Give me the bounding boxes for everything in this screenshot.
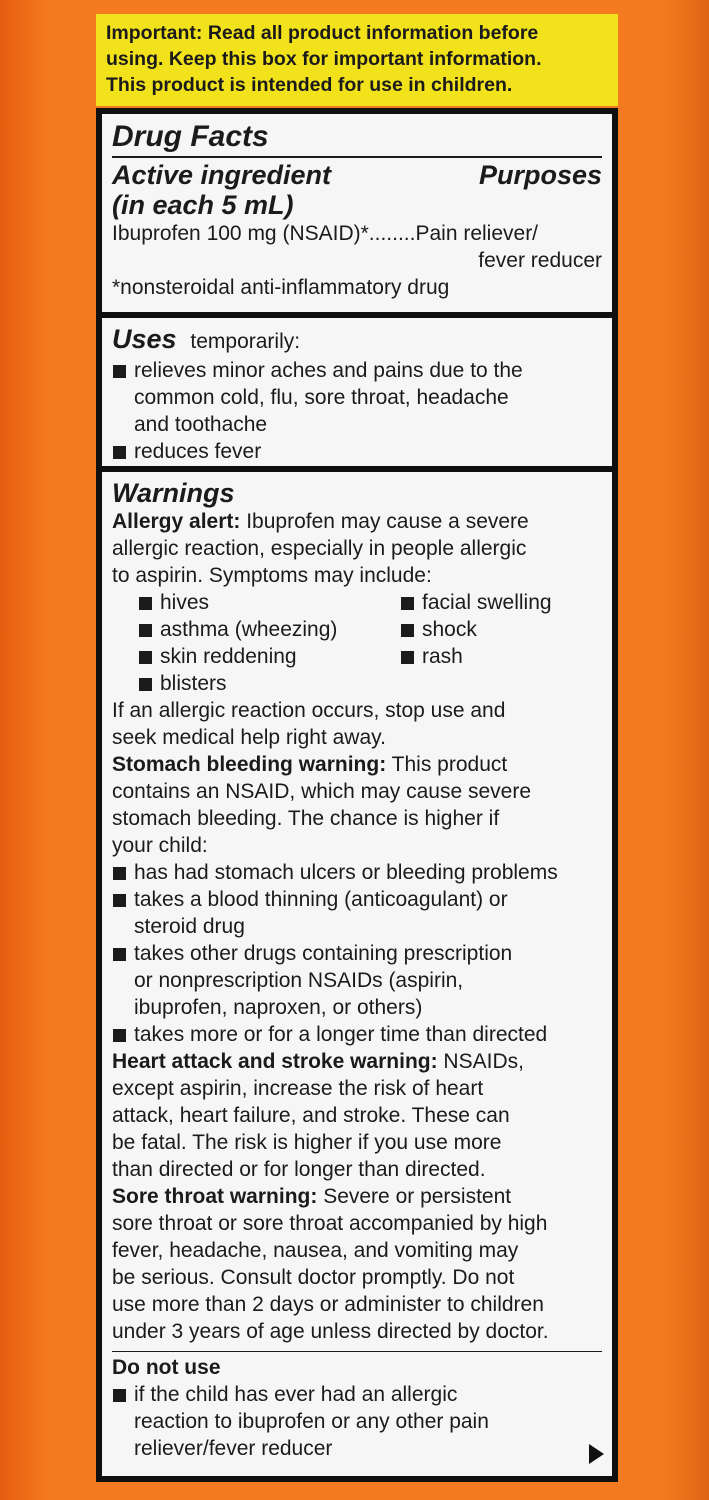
warnings-box bbox=[102, 472, 612, 1476]
bullet-item: if the child has ever had an allergic bbox=[112, 1381, 602, 1408]
stomach-risk-list bbox=[112, 859, 602, 1048]
symptom-item: rash bbox=[400, 643, 600, 670]
uses-heading: Uses bbox=[112, 324, 177, 354]
heart-text: NSAIDs, bbox=[437, 1050, 524, 1073]
sore-throat-warning-label: Sore throat warning: bbox=[112, 1185, 318, 1208]
stomach-warning bbox=[112, 751, 602, 778]
triangle-right-arrow-icon bbox=[589, 1444, 604, 1464]
symptom-item: shock bbox=[400, 616, 600, 643]
heart-text: attack, heart failure, and stroke. These can bbox=[112, 1104, 510, 1127]
bullet-item-continuation: common cold, flu, sore throat, headache bbox=[134, 386, 509, 409]
important-banner bbox=[96, 14, 618, 106]
active-ingredient-subheading: (in each 5 mL) bbox=[112, 190, 294, 220]
banner-line: This product is intended for use in children. bbox=[106, 74, 513, 96]
allergy-text: allergic reaction, especially in people allergic bbox=[112, 537, 527, 560]
symptom-item: skin reddening bbox=[138, 643, 400, 670]
bullet-item-continuation: and toothache bbox=[134, 413, 268, 436]
stomach-text: This product bbox=[386, 753, 508, 776]
active-ingredient-box bbox=[102, 114, 612, 312]
divider bbox=[112, 1351, 602, 1352]
allergy-text: to aspirin. Symptoms may include: bbox=[112, 564, 432, 587]
sore-throat-warning bbox=[112, 1183, 602, 1210]
stomach-text: stomach bleeding. The chance is higher if bbox=[112, 807, 500, 830]
bullet-item: reduces fever bbox=[112, 438, 602, 465]
uses-list bbox=[112, 357, 602, 465]
allergy-alert bbox=[112, 508, 602, 535]
symptom-list bbox=[112, 589, 602, 697]
do-not-use-list bbox=[112, 1381, 602, 1462]
footnote: *nonsteroidal anti-inflammatory drug bbox=[112, 276, 450, 299]
package-edge-right bbox=[644, 0, 709, 1500]
heart-text: be fatal. The risk is higher if you use more bbox=[112, 1131, 502, 1154]
active-ingredient-heading: Active ingredient bbox=[112, 160, 332, 190]
bullet-item-continuation: reaction to ibuprofen or any other pain bbox=[134, 1410, 489, 1433]
throat-text: sore throat or sore throat accompanied by high bbox=[112, 1212, 548, 1235]
drug-facts-title: Drug Facts bbox=[112, 120, 269, 153]
bullet-item: relieves minor aches and pains due to the bbox=[112, 357, 602, 384]
banner-line: using. Keep this box for important information. bbox=[106, 48, 542, 70]
banner-line: Important: Read all product information before bbox=[106, 22, 539, 44]
bullet-item-continuation: steroid drug bbox=[134, 915, 245, 938]
bullet-item: takes more or for a longer time than directed bbox=[112, 1021, 602, 1048]
allergy-text: Ibuprofen may cause a severe bbox=[240, 510, 529, 533]
drug-facts-panel bbox=[96, 108, 618, 1482]
purposes-heading: Purposes bbox=[478, 160, 602, 190]
throat-text: fever, headache, nausea, and vomiting may bbox=[112, 1239, 519, 1262]
bullet-item-continuation: reliever/fever reducer bbox=[134, 1437, 333, 1460]
warnings-heading: Warnings bbox=[112, 478, 235, 508]
throat-text: Severe or persistent bbox=[317, 1185, 512, 1208]
bullet-item-continuation: or nonprescription NSAIDs (aspirin, bbox=[134, 969, 464, 992]
divider bbox=[112, 156, 602, 158]
heart-text: except aspirin, increase the risk of heart bbox=[112, 1077, 484, 1100]
stomach-text: contains an NSAID, which may cause severe bbox=[112, 780, 532, 803]
throat-text: under 3 years of age unless directed by doctor. bbox=[112, 1320, 549, 1343]
symptom-item: hives bbox=[138, 589, 400, 616]
allergy-text: If an allergic reaction occurs, stop use and bbox=[112, 699, 506, 722]
allergy-text: seek medical help right away. bbox=[112, 726, 386, 749]
bullet-item: takes a blood thinning (anticoagulant) or bbox=[112, 886, 602, 913]
do-not-use-heading: Do not use bbox=[112, 1356, 221, 1379]
bullet-item: has had stomach ulcers or bleeding problems bbox=[112, 859, 602, 886]
allergy-alert-label: Allergy alert: bbox=[112, 510, 241, 533]
purpose-line: fever reducer bbox=[478, 249, 602, 272]
heart-warning bbox=[112, 1048, 602, 1075]
stomach-warning-label: Stomach bleeding warning: bbox=[112, 753, 387, 776]
symptom-item: blisters bbox=[138, 670, 400, 697]
bullet-item-continuation: ibuprofen, naproxen, or others) bbox=[134, 996, 423, 1019]
package-edge-left bbox=[0, 0, 70, 1500]
uses-box bbox=[102, 318, 612, 466]
uses-intro: temporarily: bbox=[190, 330, 301, 353]
symptom-item: facial swelling bbox=[400, 589, 600, 616]
throat-text: be serious. Consult doctor promptly. Do not bbox=[112, 1266, 515, 1289]
bullet-item: takes other drugs containing prescription bbox=[112, 940, 602, 967]
symptom-item: asthma (wheezing) bbox=[138, 616, 400, 643]
ingredient-line: Ibuprofen 100 mg (NSAID)*........Pain reliever/ bbox=[112, 222, 539, 245]
throat-text: use more than 2 days or administer to children bbox=[112, 1293, 544, 1316]
heart-warning-label: Heart attack and stroke warning: bbox=[112, 1050, 438, 1073]
heart-text: than directed or for longer than directed. bbox=[112, 1158, 486, 1181]
stomach-text: your child: bbox=[112, 834, 208, 857]
